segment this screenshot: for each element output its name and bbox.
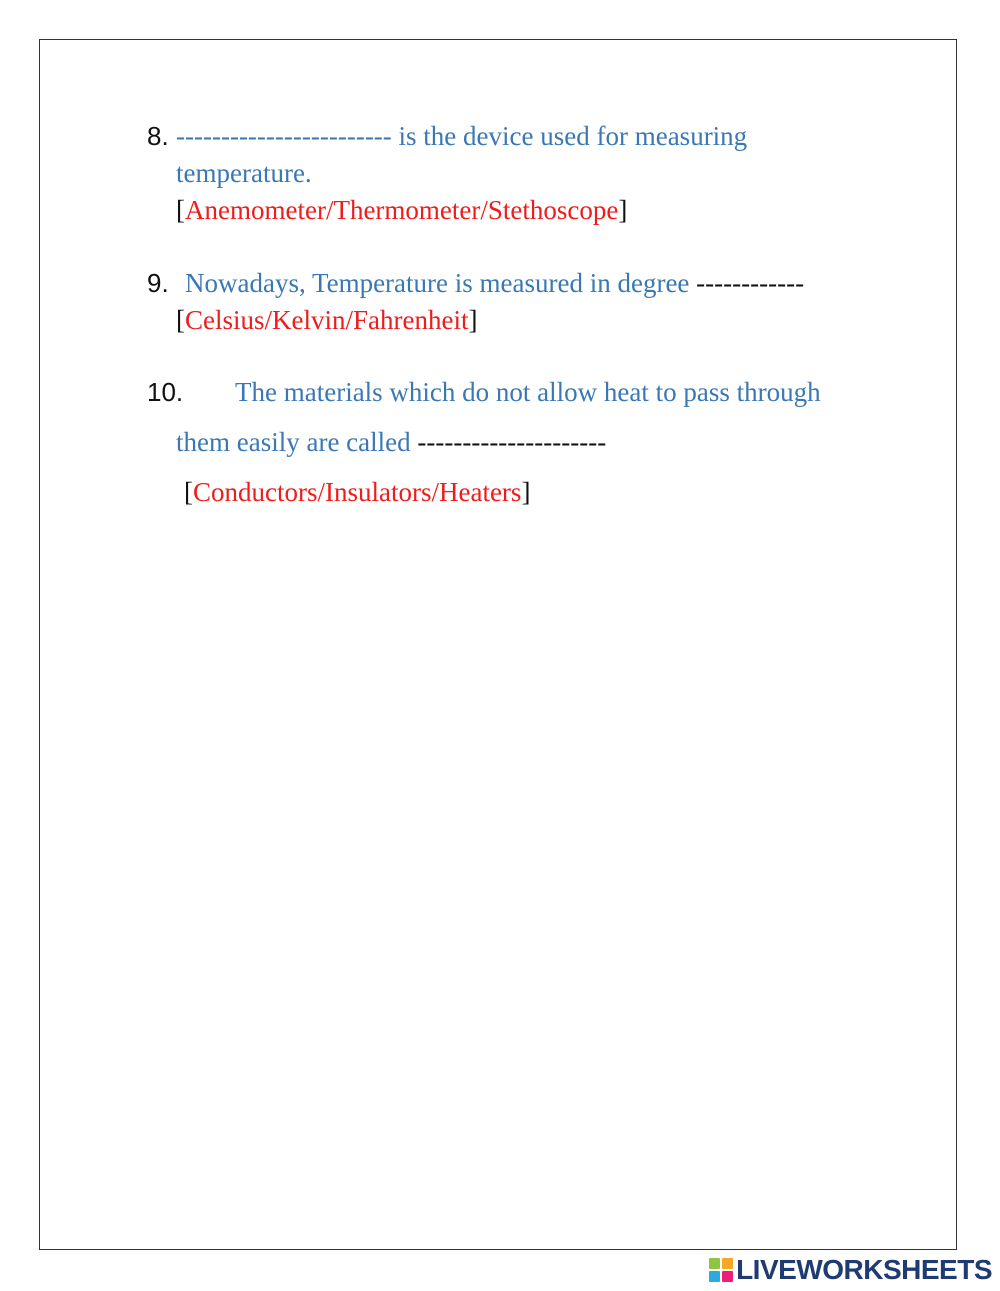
logo-text: LIVEWORKSHEETS — [736, 1254, 992, 1285]
question-line — [176, 429, 606, 456]
logo-square — [709, 1271, 720, 1282]
options-text: Conductors/Insulators/Heaters — [193, 477, 522, 507]
options-text: Anemometer/Thermometer/Stethoscope — [185, 195, 619, 225]
question-number: 9. — [147, 268, 169, 298]
liveworksheets-logo — [709, 1255, 992, 1285]
bracket-close: ] — [468, 305, 478, 335]
question-text-continued: them easily are called — [176, 427, 411, 457]
question-line — [176, 123, 747, 150]
bracket-open: [ — [176, 195, 185, 225]
question-text: Nowadays, Temperature is measured in degree — [185, 268, 690, 298]
answer-blank[interactable]: ------------------------ — [176, 121, 392, 151]
question-number: 8. — [147, 121, 169, 151]
bracket-open: [ — [184, 477, 193, 507]
bracket-close: ] — [618, 195, 628, 225]
answer-blank[interactable]: --------------------- — [410, 427, 607, 457]
logo-square — [722, 1258, 733, 1269]
question-line — [185, 270, 804, 297]
answer-blank[interactable]: ------------ — [689, 268, 805, 298]
question-number: 10. — [147, 377, 184, 407]
answer-options — [184, 479, 530, 506]
bracket-open: [ — [176, 305, 185, 335]
question-text: is the device used for measuring — [391, 121, 748, 151]
options-text: Celsius/Kelvin/Fahrenheit — [185, 305, 469, 335]
bracket-close: ] — [521, 477, 531, 507]
question-text-continued: temperature. — [176, 158, 312, 188]
answer-options — [176, 197, 627, 224]
logo-mark-icon — [709, 1258, 733, 1282]
logo-square — [722, 1271, 733, 1282]
question-text: The materials which do not allow heat to pass through — [235, 377, 821, 407]
answer-options — [176, 307, 477, 334]
logo-square — [709, 1258, 720, 1269]
